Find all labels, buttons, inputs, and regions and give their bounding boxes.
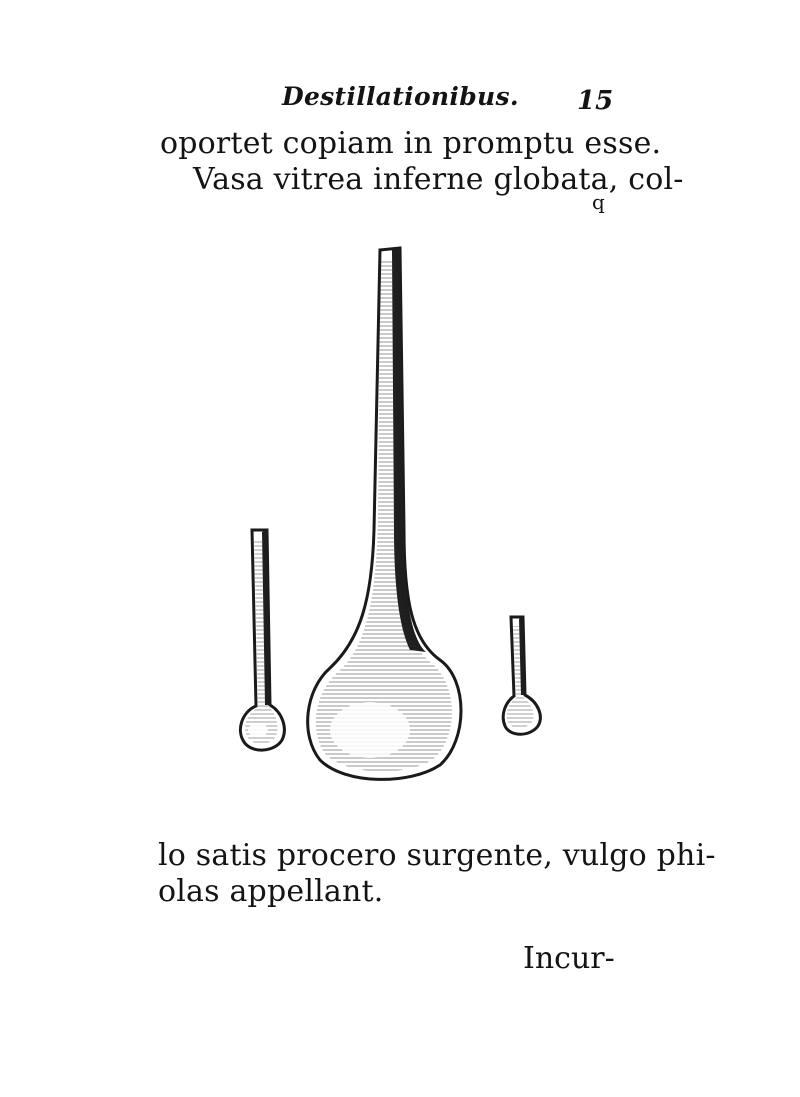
text-line-2: Vasa vitrea inferne globata, col- bbox=[193, 162, 684, 197]
text-line-3: lo satis procero surgente, vulgo phi- bbox=[158, 838, 716, 873]
page-number: 15 bbox=[577, 86, 614, 116]
catchword: Incur- bbox=[523, 941, 615, 976]
running-head: Destillationibus. bbox=[282, 82, 519, 111]
text-line-4: olas appellant. bbox=[158, 874, 384, 909]
text-line-1: oportet copiam in promptu esse. bbox=[160, 126, 662, 161]
tall-flask-drawing bbox=[308, 248, 461, 779]
left-flask-drawing bbox=[240, 530, 284, 750]
signature-mark: q bbox=[592, 190, 605, 214]
right-flask-drawing bbox=[503, 617, 540, 734]
